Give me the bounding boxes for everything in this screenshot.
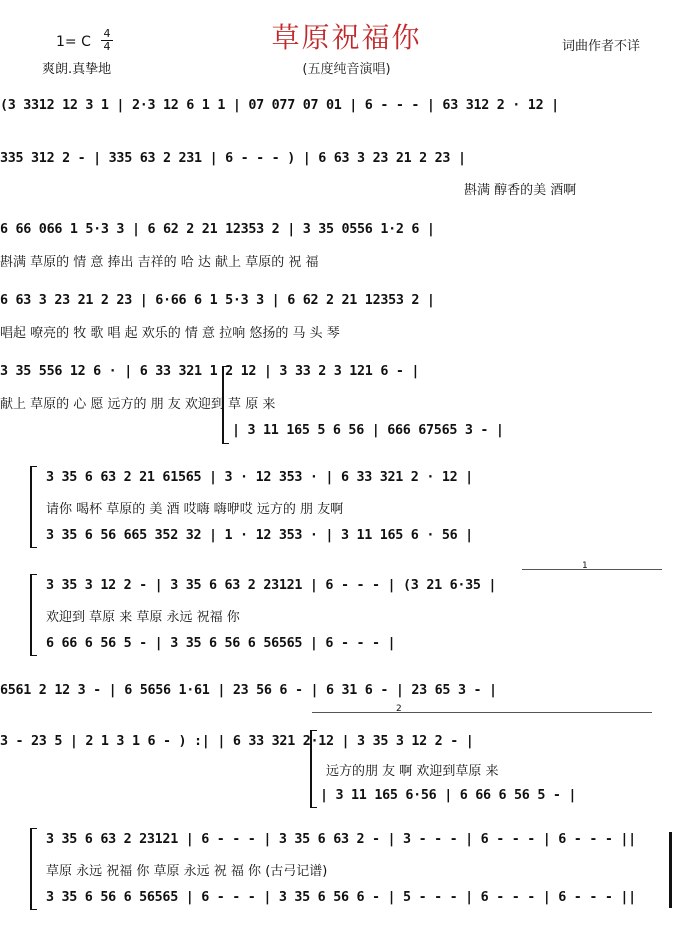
key-signature: 1= C (56, 34, 91, 50)
music-line-9-lower: | 3 11 165 6·56 | 6 66 6 56 5 - | (320, 788, 577, 803)
music-line-7-lower: 6 66 6 56 5 - | 3 35 6 56 6 56565 | 6 - - - | (46, 636, 396, 651)
time-signature (101, 29, 113, 52)
time-signature-bottom: 4 (103, 40, 111, 53)
lyric-line-6: 请你 喝杯 草原的 美 酒 哎嗨 嗨咿哎 远方的 朋 友啊 (46, 502, 344, 517)
volta-bracket-1 (522, 569, 662, 570)
lyric-line-2: 斟满 醇香的美 酒啊 (464, 183, 577, 198)
tempo-mood: 爽朗.真挚地 (42, 62, 112, 77)
part-brace (30, 828, 37, 910)
final-barline (669, 832, 672, 908)
lyric-line-9: 远方的朋 友 啊 欢迎到草原 来 (326, 764, 499, 779)
music-line-2: 335 312 2 - | 335 63 2 231 | 6 - - - ) | 6 63 3 23 21 2 23 | (0, 151, 466, 166)
music-line-9: 3 - 23 5 | 2 1 3 1 6 - ) :| | 6 33 321 2·12 | 3 35 3 12 2 - | (0, 734, 474, 749)
lyric-line-3: 斟满 草原的 情 意 捧出 吉祥的 哈 达 献上 草原的 祝 福 (0, 255, 319, 270)
music-line-5-lower: | 3 11 165 5 6 56 | 666 67565 3 - | (232, 423, 504, 438)
song-title: 草原祝福你 (271, 21, 422, 54)
lyric-line-5: 献上 草原的 心 愿 远方的 朋 友 欢迎到 草 原 来 (0, 397, 276, 412)
part-brace (222, 366, 229, 444)
part-brace (30, 574, 37, 656)
music-line-10: 3 35 6 63 2 23121 | 6 - - - | 3 35 6 63 2 - | 3 - - - | 6 - - - | 6 - - - || (46, 832, 636, 847)
music-line-5: 3 35 556 12 6 · | 6 33 321 1 2 12 | 3 33 2 3 121 6 - | (0, 364, 420, 379)
volta-bracket-2 (312, 712, 652, 713)
lyric-line-4: 唱起 嘹亮的 牧 歌 唱 起 欢乐的 情 意 拉响 悠扬的 马 头 琴 (0, 326, 340, 341)
lyric-line-7: 欢迎到 草原 来 草原 永远 祝福 你 (46, 610, 240, 625)
part-brace (30, 466, 37, 548)
music-line-4: 6 63 3 23 21 2 23 | 6·66 6 1 5·3 3 | 6 62 2 21 12353 2 | (0, 293, 435, 308)
music-line-3: 6 66 066 1 5·3 3 | 6 62 2 21 12353 2 | 3 35 0556 1·2 6 | (0, 222, 435, 237)
music-line-6: 3 35 6 63 2 21 61565 | 3 · 12 353 · | 6 33 321 2 · 12 | (46, 470, 473, 485)
music-line-6-lower: 3 35 6 56 665 352 32 | 1 · 12 353 · | 3 11 165 6 · 56 | (46, 528, 473, 543)
song-subtitle: (五度纯音演唱) (302, 62, 391, 77)
volta-number-1: 1 (582, 561, 588, 571)
lyric-line-10: 草原 永远 祝福 你 草原 永远 祝 福 你 (古弓记谱) (46, 864, 328, 879)
credit: 词曲作者不详 (562, 39, 641, 54)
volta-number-2: 2 (396, 704, 402, 714)
music-line-7: 3 35 3 12 2 - | 3 35 6 63 2 23121 | 6 - - - | (3 21 6·35 | (46, 578, 497, 593)
music-line-8: 6561 2 12 3 - | 6 5656 1·61 | 23 56 6 - | 6 31 6 - | 23 65 3 - | (0, 683, 497, 698)
music-line-10-lower: 3 35 6 56 6 56565 | 6 - - - | 3 35 6 56 6 - | 5 - - - | 6 - - - | 6 - - - || (46, 890, 636, 905)
music-line-1: (3 3312 12 3 1 | 2·3 12 6 1 1 | 07 077 07 01 | 6 - - - | 63 312 2 · 12 | (0, 98, 559, 113)
time-signature-top: 4 (103, 27, 111, 40)
